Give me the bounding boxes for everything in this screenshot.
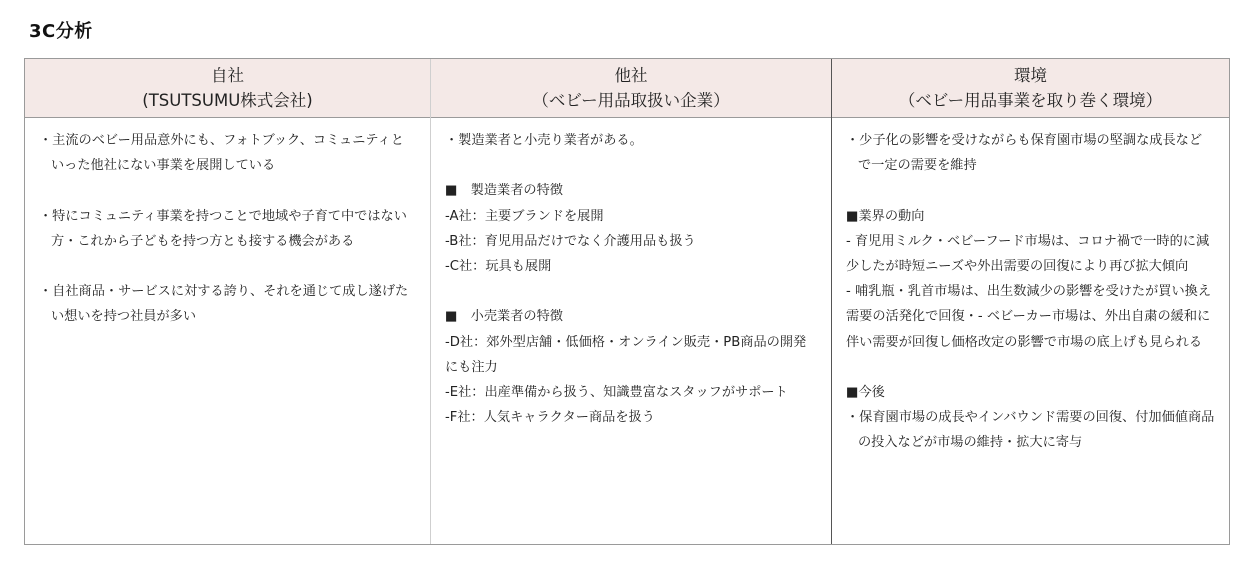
list-item: -E社：出産準備から扱う、知識豊富なスタッフがサポート (445, 385, 788, 400)
column-header-title: 環境 (1014, 66, 1047, 85)
page-title: 3C分析 (29, 21, 93, 42)
list-item: - 哺乳瓶・乳首市場は、出生数減少の影響を受けたが買い換え需要の活発化で回復・- ベビーカー市場は、外出自粛の緩和に伴い需要が回復し価格改定の影響で市場の底上げも見られる (846, 284, 1212, 350)
list-item: -F社：人気キャラクター商品を扱う (445, 410, 655, 426)
column-header-company (25, 59, 430, 118)
column-body-environment (832, 118, 1229, 456)
list-item: ・主流のベビー用品意外にも、フォトブック、コミュニティといった他社にない事業を展開している (39, 133, 404, 174)
column-header-title: 自社 (211, 66, 244, 85)
intro-text: ・製造業者と小売り業者がある。 (445, 133, 643, 148)
column-header-title: 他社 (614, 66, 648, 85)
column-body-company (25, 118, 430, 330)
spacer (445, 153, 817, 178)
list-item: ・自社商品・サービスに対する誇り、それを通じて成し遂げたい想いを持つ社員が多い (39, 284, 409, 325)
list-item: -A社：主要ブランドを展開 (445, 208, 604, 224)
list-item: ・保育園市場の成長やインバウンド需要の回復、付加価値商品の投入などが市場の維持・拡大に寄与 (846, 410, 1215, 451)
section-heading-future: ■今後 (846, 385, 885, 400)
column-header-subtitle: （ベビー用品事業を取り巻く環境） (898, 91, 1163, 110)
spacer (39, 178, 416, 203)
list-item: ・特にコミュニティ事業を持つことで地域や子育て中ではない方・これから子どもを持つ方とも接する機会がある (39, 208, 407, 249)
column-header-subtitle: (TSUTSUMU株式会社) (142, 91, 313, 110)
spacer (846, 178, 1215, 203)
column-header-competitor (431, 59, 831, 118)
list-item: -D社：郊外型店舗・低価格・オンライン販売・PB商品の開発にも注力 (445, 334, 807, 375)
three-c-analysis-table (24, 58, 1230, 545)
spacer (846, 355, 1215, 380)
list-item: -B社：育児用品だけでなく介護用品も扱う (445, 233, 696, 249)
intro-text: ・少子化の影響を受けながらも保育園市場の堅調な成長などで一定の需要を維持 (846, 133, 1203, 174)
section-heading-retailer: ■ 小売業者の特徴 (445, 309, 563, 325)
section-heading-manufacturer: ■ 製造業者の特徴 (445, 183, 563, 199)
column-header-subtitle: （ベビー用品取扱い企業） (532, 91, 730, 110)
column-environment (831, 59, 1229, 544)
column-header-environment (832, 59, 1229, 118)
list-item: -C社：玩具も展開 (445, 259, 552, 274)
column-company (25, 59, 430, 544)
spacer (445, 279, 817, 304)
list-item: - 育児用ミルク・ベビーフード市場は、コロナ禍で一時的に減少したが時短ニーズや外出需要の回復により再び拡大傾向 (846, 233, 1210, 274)
column-body-competitor (431, 118, 831, 430)
column-competitor (430, 59, 831, 544)
section-heading-trend: ■業界の動向 (846, 208, 925, 224)
spacer (39, 254, 416, 279)
